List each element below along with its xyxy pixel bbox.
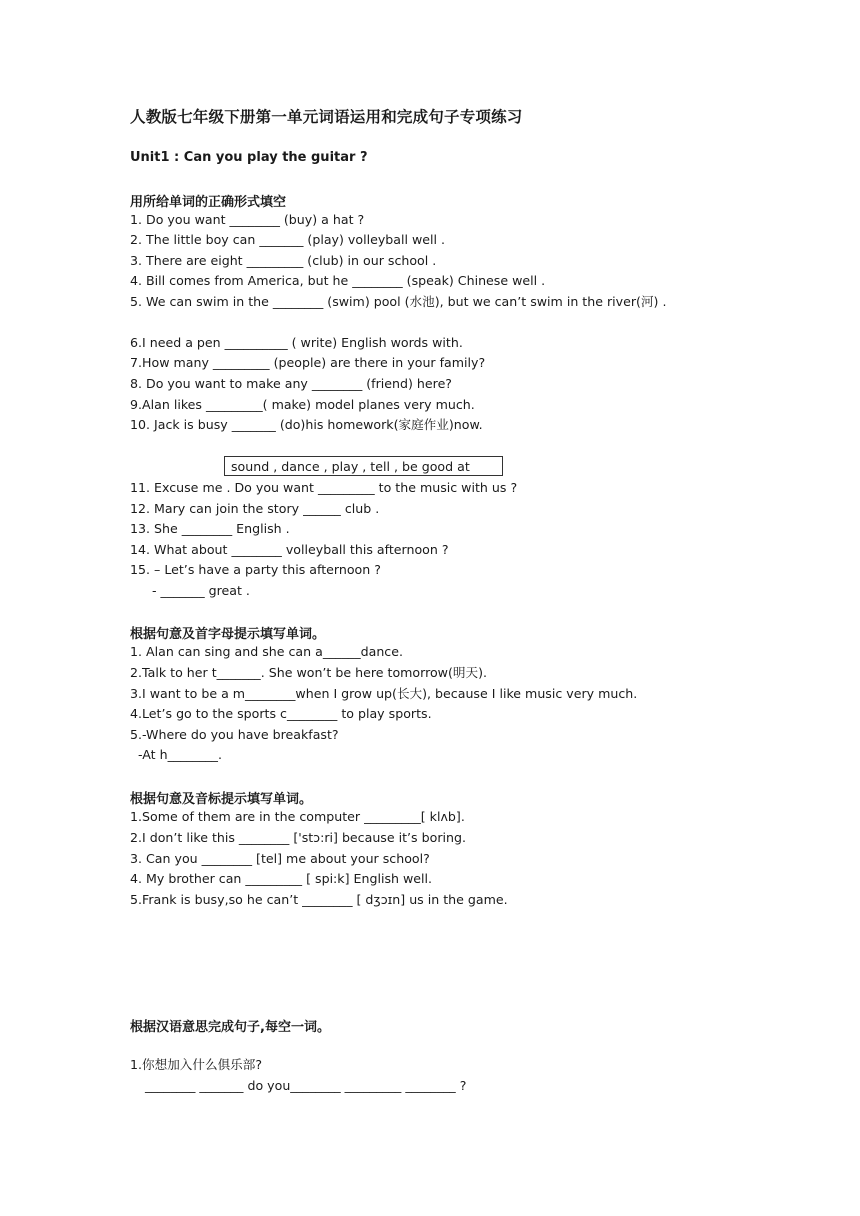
exercise-item: 8. Do you want to make any ________ (friend) here? [130, 376, 452, 391]
exercise-item: 13. She ________ English . [130, 521, 290, 536]
section1-heading: 用所给单词的正确形式填空 [130, 195, 287, 210]
exercise-item-answer: -At h________. [138, 747, 222, 762]
exercise-item-answer: - _______ great . [152, 583, 250, 598]
exercise-item: 9.Alan likes _________( make) model planes very much. [130, 397, 475, 412]
exercise-item: 10. Jack is busy _______ (do)his homework(家庭作业)now. [130, 417, 483, 432]
exercise-item: 2.I don’t like this ________ ['stɔ:ri] because it’s boring. [130, 830, 466, 845]
exercise-item: 11. Excuse me . Do you want _________ to the music with us ? [130, 480, 518, 495]
exercise-item: 1. Alan can sing and she can a______dance. [130, 644, 403, 659]
section3-heading: 根据句意及首字母提示填写单词。 [130, 627, 326, 642]
section4-heading: 根据句意及音标提示填写单词。 [130, 792, 313, 807]
exercise-item-answer: ________ _______ do you________ _________ ________ ? [145, 1078, 467, 1093]
exercise-item: 15. – Let’s have a party this afternoon ? [130, 562, 381, 577]
exercise-item: 12. Mary can join the story ______ club . [130, 501, 380, 516]
page-title: 人教版七年级下册第一单元词语运用和完成句子专项练习 [130, 108, 523, 126]
exercise-item: 4.Let’s go to the sports c________ to play sports. [130, 706, 432, 721]
exercise-item: 2.Talk to her t_______. She won’t be here tomorrow(明天). [130, 665, 487, 680]
unit-title: Unit1 : Can you play the guitar ? [130, 150, 368, 165]
exercise-item: 3. There are eight _________ (club) in our school . [130, 253, 437, 268]
exercise-item: 4. My brother can _________ [ spi:k] English well. [130, 871, 433, 886]
exercise-item: 5.Frank is busy,so he can’t ________ [ dʒɔɪn] us in the game. [130, 892, 508, 907]
exercise-item: 4. Bill comes from America, but he ________ (speak) Chinese well . [130, 273, 546, 288]
exercise-item: 7.How many _________ (people) are there in your family? [130, 355, 486, 370]
exercise-item: 1. Do you want ________ (buy) a hat ? [130, 212, 365, 227]
exercise-item: 5. We can swim in the ________ (swim) pool (水池), but we can’t swim in the river(河) . [130, 294, 667, 309]
exercise-item: 1.Some of them are in the computer _________[ klʌb]. [130, 809, 465, 824]
exercise-item: 2. The little boy can _______ (play) volleyball well . [130, 232, 446, 247]
exercise-item: 14. What about ________ volleyball this afternoon ? [130, 542, 449, 557]
exercise-item: 5.-Where do you have breakfast? [130, 727, 339, 742]
exercise-item: 3. Can you ________ [tel] me about your school? [130, 851, 430, 866]
section5-heading: 根据汉语意思完成句子,每空一词。 [130, 1020, 330, 1035]
word-bank-box: sound , dance , play , tell , be good at [224, 456, 503, 476]
exercise-item: 1.你想加入什么俱乐部? [130, 1057, 263, 1072]
exercise-item: 3.I want to be a m________when I grow up(长大), because I like music very much. [130, 686, 638, 701]
exercise-item: 6.I need a pen __________ ( write) English words with. [130, 335, 463, 350]
